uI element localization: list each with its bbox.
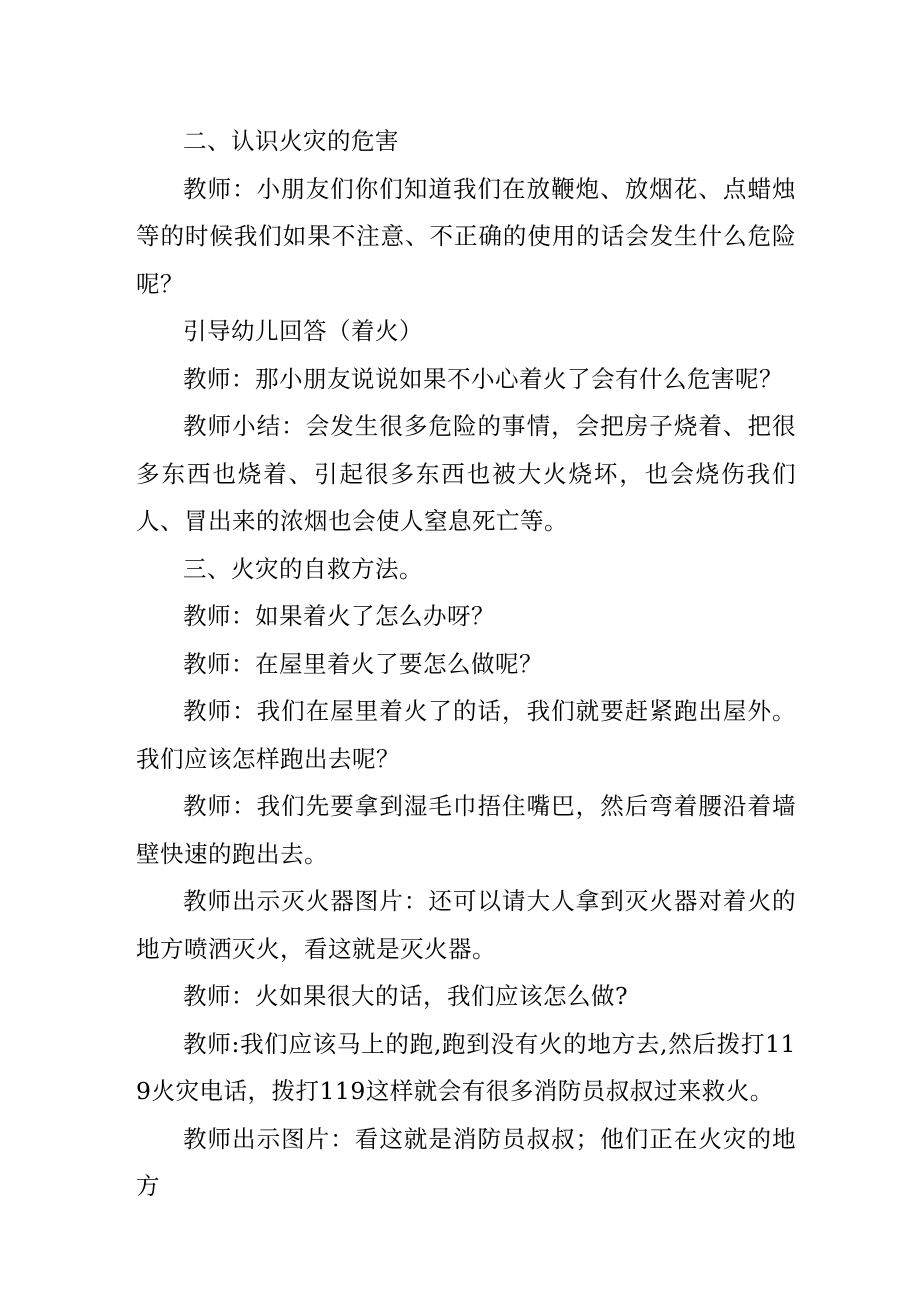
paragraph: 教师出示图片：看这就是消防员叔叔；他们正在火灾的地方 [136,1124,796,1200]
section-heading-self-rescue: 三、火灾的自救方法。 [183,554,423,583]
document-body [136,118,796,1211]
paragraph: 教师：我们先要拿到湿毛巾捂住嘴巴，然后弯着腰沿着墙壁快速的跑出去。 [136,792,796,868]
paragraph: 教师：火如果很大的话，我们应该怎么做? [183,982,629,1010]
paragraph: 教师小结：会发生很多危险的事情，会把房子烧着、把很多东西也烧着、引起很多东西也被大火烧坏，也会烧伤我们人、冒出来的浓烟也会使人窒息死亡等。 [136,412,796,535]
paragraph: 教师：如果着火了怎么办呀？ [183,602,495,630]
paragraph: 教师：我们在屋里着火了的话，我们就要赶紧跑出屋外。我们应该怎样跑出去呢？ [136,697,796,773]
section-heading-fire-hazards: 二、认识火灾的危害 [183,127,399,155]
paragraph: 教师：在屋里着火了要怎么做呢？ [183,649,543,678]
paragraph: 教师：那小朋友说说如果不小心着火了会有什么危害呢？ [183,364,783,393]
paragraph: 教师：小朋友们你们知道我们在放鞭炮、放烟花、点蜡烛等的时候我们如果不注意、不正确的使用的话会发生什么危险呢？ [136,174,796,298]
paragraph: 教师:我们应该马上的跑,跑到没有火的地方去,然后拨打119火灾电话，拨打119这样就会有很多消防员叔叔过来救火。 [136,1029,796,1105]
paragraph: 教师出示灭火器图片：还可以请大人拿到灭火器对着火的地方喷洒灭火，看这就是灭火器。 [136,887,796,963]
paragraph: 引导幼儿回答（着火） [183,317,423,345]
